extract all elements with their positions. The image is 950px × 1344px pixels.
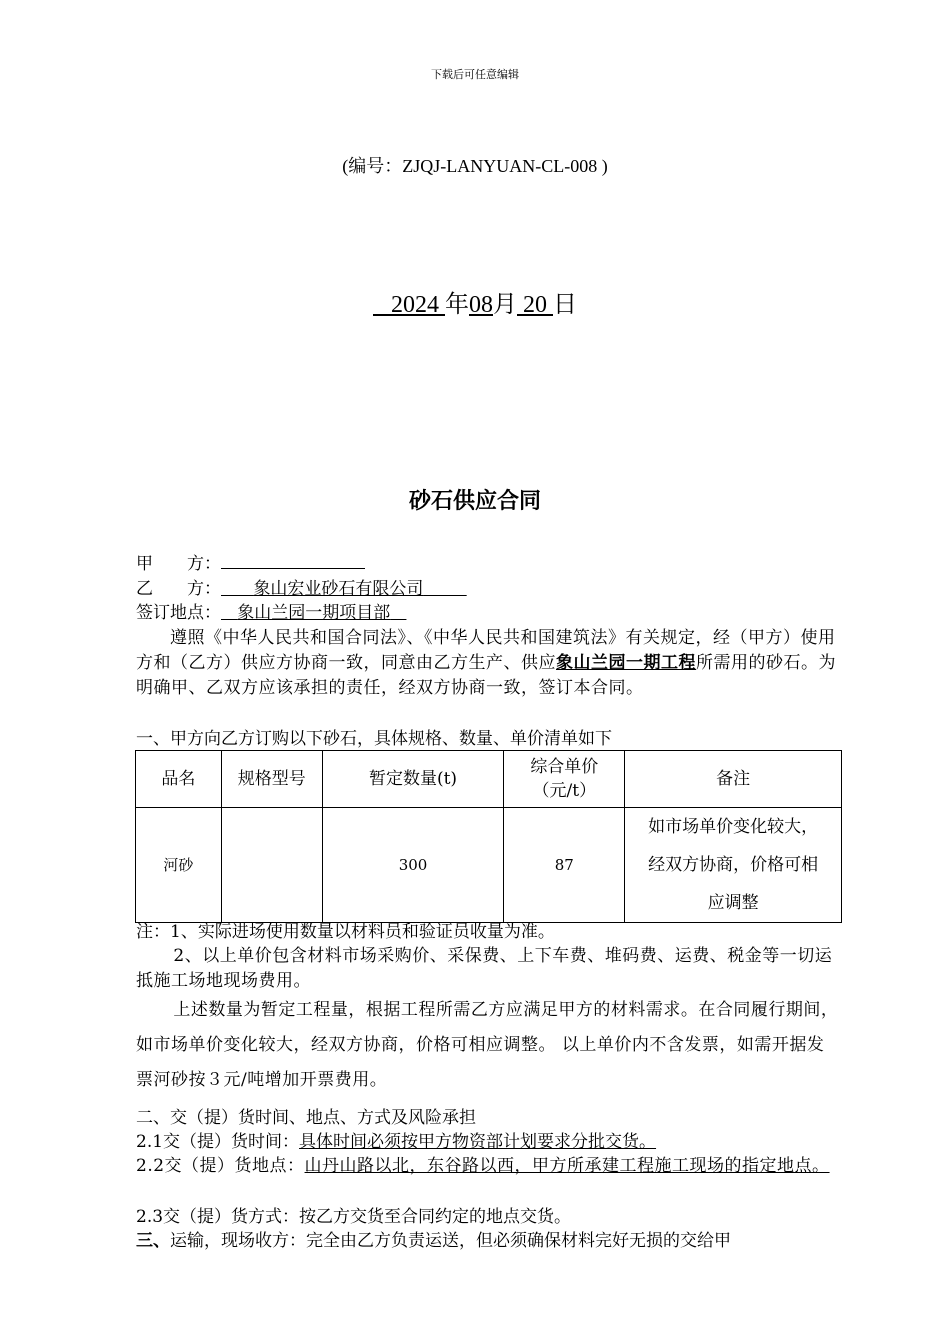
col-header-spec: 规格型号	[221, 751, 322, 808]
party-a-label: 甲 方：	[136, 554, 221, 574]
contract-date	[0, 284, 950, 319]
party-b-label: 乙 方：	[136, 579, 221, 599]
delivery-time-value: 具体时间必须按甲方物资部计划要求分批交货。	[299, 1132, 657, 1152]
price-table	[135, 750, 842, 923]
col-header-name: 品名	[136, 751, 222, 808]
section1-title: 一、甲方向乙方订购以下砂石，具体规格、数量、单价清单如下	[136, 729, 612, 749]
table-header-row	[136, 751, 842, 808]
section3-title: 三、	[136, 1231, 170, 1251]
party-a-line	[136, 552, 840, 576]
date-year-label: 年	[445, 292, 469, 318]
section3-line	[136, 1229, 840, 1253]
date-month-label: 月	[493, 292, 517, 318]
table-row	[136, 808, 842, 923]
document-title: 砂石供应合同	[408, 489, 541, 514]
date-year: 2024	[391, 292, 439, 318]
section3-text: 运输，现场收方：完全由乙方负责运送，但必须确保材料完好无损的交给甲	[170, 1231, 731, 1251]
header-note: 下载后可任意编辑	[431, 68, 519, 81]
date-day-label: 日	[553, 292, 577, 318]
delivery-method-line: 2.3交（提）货方式：按乙方交货至合同约定的地点交货。	[136, 1207, 572, 1227]
cell-qty: 300	[322, 808, 504, 923]
note-1: 注：1、实际进场使用数量以材料员和验证员收量为准。	[136, 922, 555, 942]
delivery-place-value: 山丹山路以北，东谷路以西，甲方所承建工程施工现场的指定地点。	[304, 1156, 830, 1176]
cell-price: 87	[504, 808, 625, 923]
col-header-price: 综合单价（元/t）	[504, 751, 625, 808]
col-header-qty: 暂定数量(t)	[322, 751, 504, 808]
date-month: 08	[469, 292, 493, 318]
cell-remark: 如市场单价变化较大，经双方协商，价格可相应调整	[625, 808, 842, 923]
note-3: 上述数量为暂定工程量，根据工程所需乙方应满足甲方的材料需求。在合同履行期间，如市场单价变化较大，经双方协商，价格可相应调整。 以上单价内不含发票，如需开据发票河砂按３元/吨增加开票费用。	[136, 1000, 839, 1090]
sign-place-label: 签订地点：	[136, 603, 221, 623]
sign-place-line	[136, 601, 840, 625]
sign-place-value: 象山兰园一期项目部	[237, 603, 391, 623]
delivery-time-label: 2.1交（提）货时间：	[136, 1132, 300, 1152]
col-header-remark: 备注	[625, 751, 842, 808]
intro-paragraph: 遵照《中华人民共和国合同法》、《中华人民共和国建筑法》有关规定，经（甲方）使用方和（乙方）供应方协商一致，同意由乙方生产、供应象山兰园一期工程所需用的砂石。为明确甲、乙双方应该承担的责任，经双方协商一致，签订本合同。	[136, 628, 836, 698]
cell-name: 河砂	[136, 808, 222, 923]
delivery-place-label: 2.2交（提）货地点：	[136, 1156, 305, 1176]
date-day: 20	[523, 292, 547, 318]
project-name: 象山兰园一期工程	[556, 653, 696, 673]
contract-code: (编号：ZJQJ-LANYUAN-CL-008 )	[342, 156, 608, 176]
section2-title: 二、交（提）货时间、地点、方式及风险承担	[136, 1108, 476, 1128]
party-b-value: 象山宏业砂石有限公司	[253, 579, 424, 599]
delivery-place-line	[136, 1154, 840, 1179]
party-a-value	[221, 568, 365, 569]
cell-spec	[221, 808, 322, 923]
delivery-time-line	[136, 1130, 840, 1154]
note-2: 2、以上单价包含材料市场采购价、采保费、上下车费、堆码费、运费、税金等一切运抵施工场地现场费用。	[136, 946, 833, 991]
party-b-line	[136, 577, 840, 601]
